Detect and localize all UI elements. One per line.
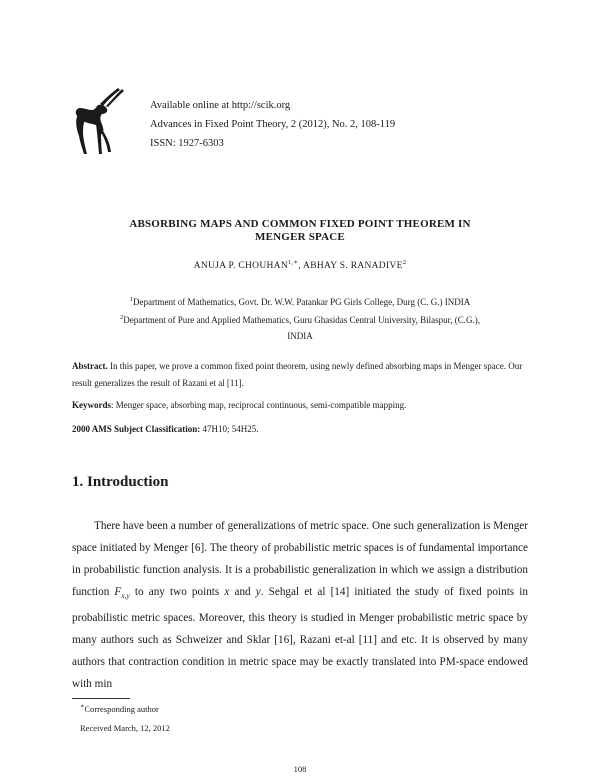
author-1-affiliation-mark: 1,∗: [288, 259, 299, 266]
author-list: [60, 258, 540, 271]
ams-label: 2000 AMS Subject Classification:: [72, 424, 201, 434]
keywords: [72, 400, 532, 410]
page-number: 108: [293, 764, 307, 774]
abstract: [72, 358, 532, 392]
symbol-x: x: [224, 586, 230, 598]
title-line-1: ABSORBING MAPS AND COMMON FIXED POINT THEOREM IN: [129, 218, 471, 230]
ams-text: 47H10; 54H25.: [200, 424, 259, 434]
affiliation-2: [60, 310, 540, 328]
abstract-label: Abstract.: [72, 361, 108, 371]
intro-text-1: There have been a number of generalizations of metric space. One such generalization is Menger space initiated by Menger [6]. The theory of probabilistic metric spaces is of fundamental importance in probabilistic function analysis. It is a probabilistic generalization in which we assign a distribution function: [72, 520, 528, 598]
footnote-rule: [72, 698, 130, 699]
author-separator: ,: [298, 261, 304, 272]
journal-citation: Advances in Fixed Point Theory, 2 (2012), No. 2, 108-119: [150, 119, 396, 130]
introduction-body: [72, 515, 528, 695]
intro-paragraph: [72, 515, 528, 695]
footnote-received: Received March, 12, 2012: [80, 723, 170, 733]
journal-logo-antelope: [70, 86, 128, 156]
symbol-y: y: [255, 586, 261, 598]
journal-header: [150, 96, 395, 153]
author-2: ABHAY S. RANADIVE: [303, 261, 403, 272]
issn-line: ISSN: 1927-6303: [150, 138, 224, 149]
intro-text-and: and: [229, 586, 256, 598]
keywords-text: : Menger space, absorbing map, reciprocal continuous, semi-compatible mapping.: [111, 400, 407, 410]
ams-classification: [72, 424, 532, 434]
affiliation-2-continued: INDIA: [287, 331, 313, 341]
distribution-function-symbol: F: [114, 586, 122, 598]
footnote-corresponding-text: Corresponding author: [84, 703, 159, 714]
affiliation-1: [60, 292, 540, 310]
author-1: ANUJA P. CHOUHAN: [193, 261, 288, 272]
affiliation-1-text: Department of Mathematics, Govt. Dr. W.W. Patankar PG Girls College, Durg (C. G.) INDIA: [133, 297, 471, 307]
affiliations: [60, 292, 540, 344]
intro-text-3: . Sehgal et al [14] initiated the study of fixed points in probabilistic metric spaces. Moreover, this theory is studied in Menger probabilistic metric space by many authors such as Schweizer and Sklar [16], Razani et-al [11] and etc. It is observed by many authors that contraction condition in metric space may be exactly translated into PM-space endowed with min: [72, 586, 528, 691]
section-heading: 1. Introduction: [72, 474, 169, 490]
affiliation-1-mark: 1: [129, 296, 134, 303]
availability-line: Available online at http://scik.org: [150, 100, 291, 111]
affiliation-2-text: Department of Pure and Applied Mathematics, Guru Ghasidas Central University, Bilaspur, (C.G.),: [123, 315, 480, 325]
abstract-text: In this paper, we prove a common fixed point theorem, using newly defined absorbing maps in Menger space. Our result generalizes the result of Razani et al [11].: [72, 361, 523, 388]
keywords-label: Keywords: [72, 400, 111, 410]
title-line-2: MENGER SPACE: [255, 231, 345, 243]
paper-title: [60, 218, 540, 244]
author-2-affiliation-mark: 2: [402, 259, 407, 266]
footnote-star: ∗: [80, 703, 85, 710]
footnote-corresponding: [80, 702, 159, 714]
affiliation-2-mark: 2: [120, 314, 124, 321]
intro-text-2: to any two points: [129, 586, 225, 598]
distribution-function-subscript: x,y: [121, 591, 130, 601]
